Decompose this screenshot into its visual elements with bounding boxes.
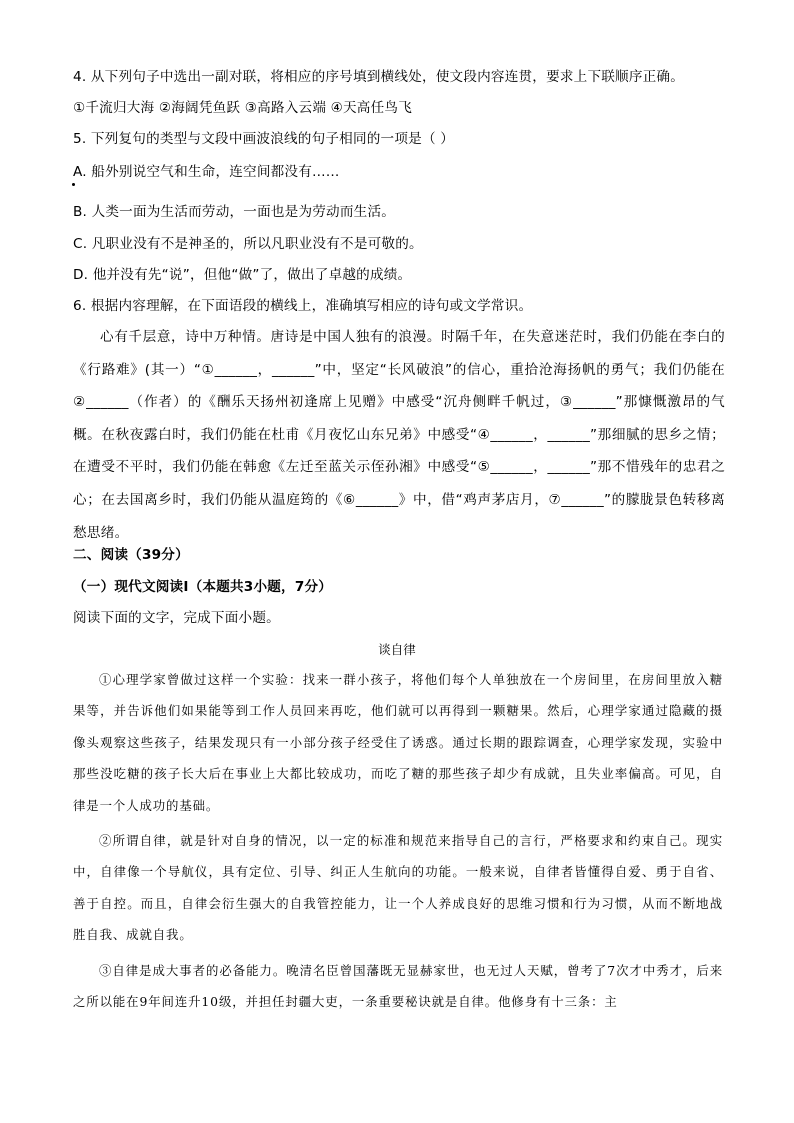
essay-paragraph-3: ③自律是成大事者的必备能力。晚清名臣曾国藩既无显赫家世，也无过人天赋，曾考了7次才中秀才，后来之所以能在9年间连升10级，并担任封疆大吏，一条重要秘诀就是自律。他修身有十三条：主 bbox=[73, 962, 723, 1010]
question-4-text: 4. 从下列句子中选出一副对联，将相应的序号填到横线处，使文段内容连贯，要求上下联顺序正确。 bbox=[73, 69, 685, 85]
section-2-heading: 二、阅读（39分） bbox=[73, 547, 189, 563]
question-6-text: 6. 根据内容理解，在下面语段的横线上，准确填写相应的诗句或文学常识。 bbox=[73, 298, 533, 314]
poetry-fill-passage: 心有千层意，诗中万种情。唐诗是中国人独有的浪漫。时隔千年，在失意迷茫时，我们仍能在李白的《行路难》(其一）“①______，______”中，坚定“长风破浪”的信心，重拾沧海扬帆的勇气；我们仍能在②______（作者）的《酬乐天扬州初逢席上见赠》中感受“沉舟侧畔千帆过，③______”那慷慨激昂的气概。在秋夜露白时，我们仍能在杜甫《月夜忆山东兄弟》中感受“④______，______”那细腻的思乡之情；在遭受不平时，我们仍能在韩愈《左迁至蓝关示侄孙湘》中感受“⑤______，______”那不惜残年的忠君之心；在去国离乡时，我们仍能从温庭筠的《⑥______》中，借“鸡声茅店月，⑦______”的朦胧景色转移离愁思绪。 bbox=[73, 329, 725, 541]
reading-instruction: 阅读下面的文字，完成下面小题。 bbox=[73, 610, 280, 626]
question-5-text: 5. 下列复句的类型与文段中画波浪线的句子相同的一项是（ ） bbox=[73, 131, 455, 147]
essay-paragraph-1: ①心理学家曾做过这样一个实验：找来一群小孩子，将他们每个人单独放在一个房间里，在房间里放入糖果等，并告诉他们如果能等到工作人员回来再吃，他们就可以再得到一颗糖果。然后，心理学家通过隐藏的摄像头观察这些孩子，结果发现只有一小部分孩子经受住了诱惑。通过长期的跟踪调查，心理学家发现，实验中那些没吃糖的孩子长大后在事业上大都比较成功，而吃了糖的那些孩子却少有成就，且失业率偏高。可见，自律是一个人成功的基础。 bbox=[73, 672, 723, 813]
question-6-passage bbox=[73, 321, 725, 549]
question-5-option-b: B. 人类一面为生活而劳动，一面也是为劳动而生活。 bbox=[73, 204, 396, 220]
question-5-option-a: A. 船外别说空气和生命，连空间都没有…… bbox=[73, 164, 340, 180]
essay-body bbox=[73, 664, 723, 1017]
stray-dot-mark bbox=[72, 183, 75, 186]
question-4-options: ①千流归大海 ②海阔凭鱼跃 ③高路入云端 ④天高任鸟飞 bbox=[73, 100, 412, 116]
question-5-option-c: C. 凡职业没有不是神圣的，所以凡职业没有不是可敬的。 bbox=[73, 236, 423, 252]
essay-paragraph-2: ②所谓自律，就是针对自身的情况，以一定的标准和规范来指导自己的言行，严格要求和约束自己。现实中，自律像一个导航仪，具有定位、引导、纠正人生航向的功能。一般来说，自律者皆懂得自爱、勇于自省、善于自控。而且，自律会衍生强大的自我管控能力，让一个人养成良好的思维习惯和行为习惯，从而不断地战胜自我、成就自我。 bbox=[73, 833, 723, 943]
section-2-sub-heading: （一）现代文阅读Ⅰ（本题共3小题，7分） bbox=[73, 579, 333, 595]
question-5-option-d: D. 他并没有先“说”，但他“做”了，做出了卓越的成绩。 bbox=[73, 267, 412, 283]
essay-title: 谈自律 bbox=[378, 642, 416, 657]
